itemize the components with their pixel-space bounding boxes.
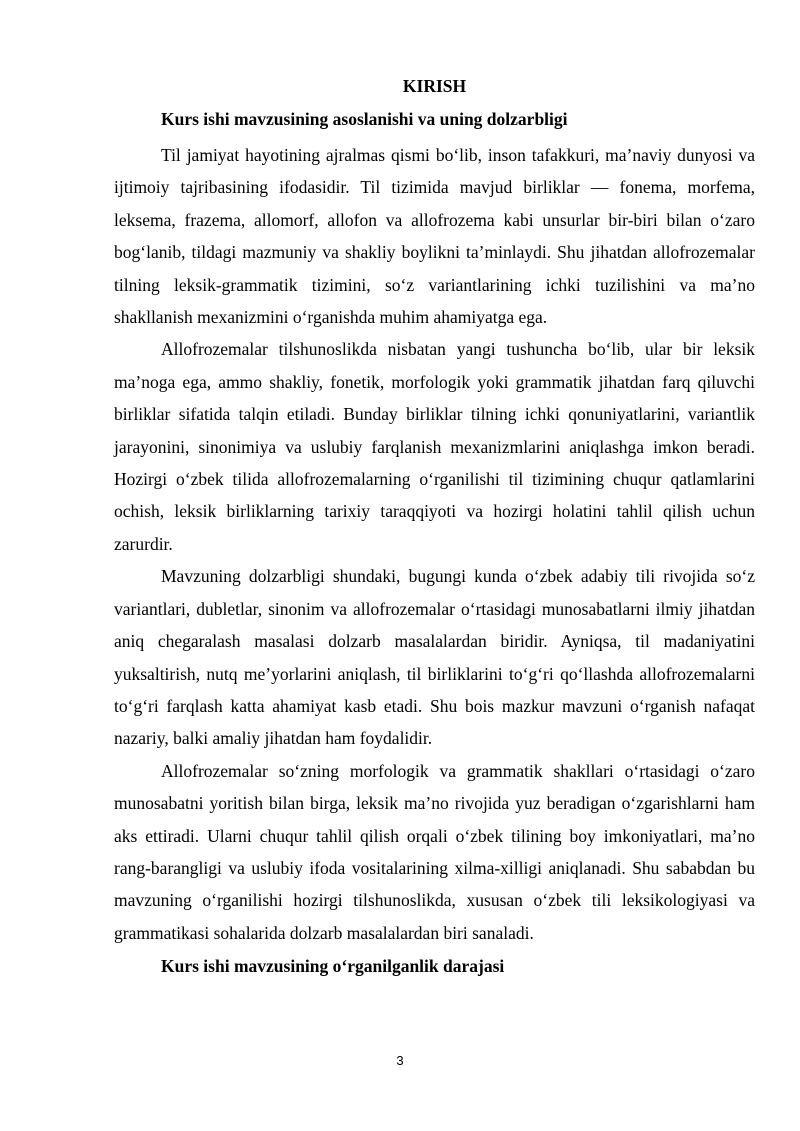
next-section-heading: Kurs ishi mavzusining o‘rganilganlik darajasi [161, 956, 505, 977]
paragraph-3: Mavzuning dolzarbligi shundaki, bugungi kunda o‘zbek adabiy tili rivojida so‘z variantlari, dubletlar, sinonim va allofrozemalar o‘rtasidagi munosabatlarni ilmiy jihatdan aniq chegaralash masalasi dolzarb masalalardan biridir. Ayniqsa, til madaniyatini yuksaltirish, nutq me’yorlarini aniqlash, til birliklarini to‘g‘ri qo‘llashda allofrozemalarni to‘g‘ri farqlash katta ahamiyat kasb etadi. Shu bois mazkur mavzuni o‘rganish nafaqat nazariy, balki amaliy jihatdan ham foydalidir. [114, 566, 755, 749]
paragraph-4: Allofrozemalar so‘zning morfologik va grammatik shakllari o‘rtasidagi o‘zaro munosabatni yoritish bilan birga, leksik ma’no rivojida yuz beradigan o‘zgarishlarni ham aks ettiradi. Ularni chuqur tahlil qilish orqali o‘zbek tilining boy imkoniyatlari, ma’no rang-barangligi va uslubiy ifoda vositalarining xilma-xilligi aniqlanadi. Shu sababdan bu mavzuning o‘rganilishi hozirgi tilshunoslikda, xususan o‘zbek tili leksikologiyasi va grammatikasi sohalarida dolzarb masalalardan biri sanaladi. [114, 760, 755, 943]
paragraph-2: Allofrozemalar tilshunoslikda nisbatan yangi tushuncha bo‘lib, ular bir leksik ma’noga ega, ammo shakliy, fonetik, morfologik yoki grammatik jihatdan farq qiluvchi birliklar sifatida talqin etiladi. Bunday birliklar tilning ichki qonuniyatlarini, variantlik jarayonini, sinonimiya va uslubiy farqlanish mexanizmlarini aniqlashga imkon beradi. Hozirgi o‘zbek tilida allofrozemalarning o‘rganilishi til tizimining chuqur qatlamlarini ochish, leksik birliklarning tarixiy taraqqiyoti va hozirgi holatini tahlil qilish uchun zarurdir. [114, 339, 755, 554]
section-heading: Kurs ishi mavzusining asoslanishi va uning dolzarbligi [161, 109, 568, 129]
paragraph-1: Til jamiyat hayotining ajralmas qismi bo‘lib, inson tafakkuri, ma’naviy dunyosi va ijtimoiy tajribasining ifodasidir. Til tizimida mavjud birliklar — fonema, morfema, leksema, frazema, allomorf, allofon va allofrozema kabi unsurlar bir-biri bilan o‘zaro bog‘lanib, tildagi mazmuniy va shakliy boylikni ta’minlaydi. Shu jihatdan allofrozemalar tilning leksik-grammatik tizimini, so‘z variantlarining ichki tuzilishini va ma’no shakllanish mexanizmini o‘rganishda muhim ahamiyatga ega. [114, 145, 755, 328]
page-title: KIRISH [402, 76, 467, 96]
page-number: 3 [396, 1053, 404, 1068]
page-content [114, 74, 755, 985]
